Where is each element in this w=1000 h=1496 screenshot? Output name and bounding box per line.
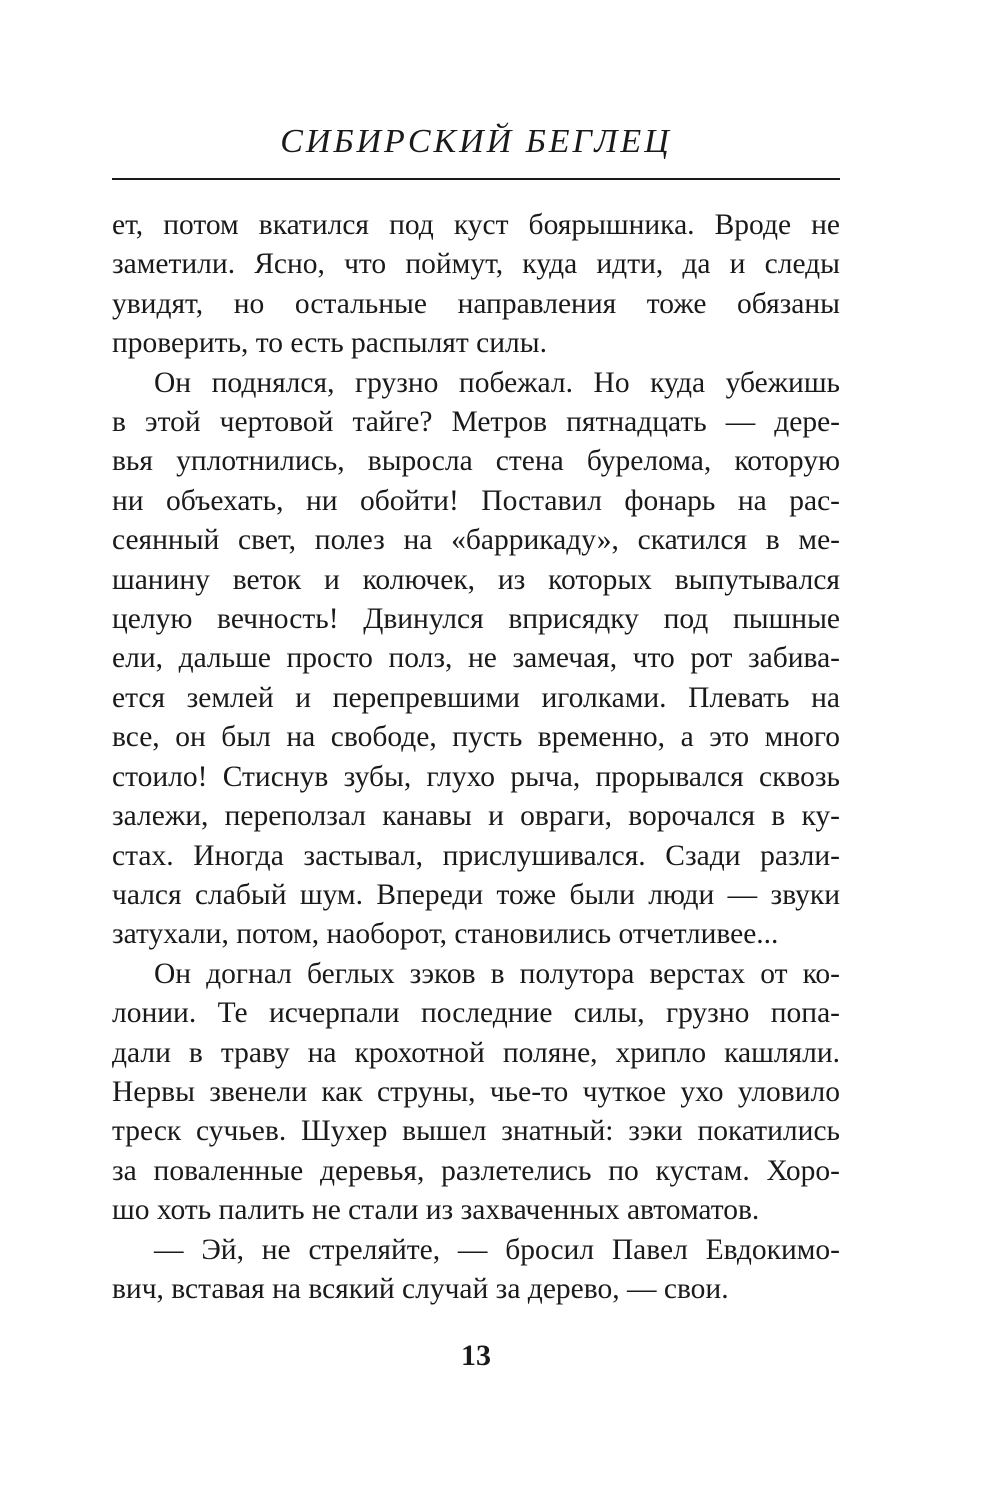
paragraph-3 (112, 955, 840, 1231)
text-line: шанину веток и колючек, из которых выпутывался (112, 563, 840, 596)
text-line: — Эй, не стреляйте, — бросил Павел Евдокимо- (154, 1233, 840, 1266)
text-line: увидят, но остальные направления тоже обязаны (112, 287, 840, 320)
text-line: проверить, то есть распылят силы. (112, 327, 547, 360)
text-line: ется землей и перепревшими иголками. Плевать на (112, 681, 840, 714)
text-line: Он догнал беглых зэков в полутора верстах от ко- (154, 957, 840, 990)
running-title: СИБИРСКИЙ БЕГЛЕЦ (280, 123, 672, 160)
text-line: лонии. Те исчерпали последние силы, грузно попа- (112, 997, 840, 1030)
paragraph-1 (112, 206, 840, 364)
paragraph-4 (112, 1231, 840, 1310)
text-line: сеянный свет, полез на «баррикаду», скатился в ме- (112, 524, 840, 557)
text-line: все, он был на свободе, пусть временно, а это много (112, 721, 840, 754)
text-line: стах. Иногда застывал, прислушивался. Сзади разли- (112, 839, 840, 872)
text-line: затухали, потом, наоборот, становились отчетливее... (112, 918, 779, 951)
text-line: стоило! Стиснув зубы, глухо рыча, прорывался сквозь (112, 760, 840, 793)
text-line: за поваленные деревья, разлетелись по кустам. Хоро- (112, 1154, 840, 1187)
text-line: треск сучьев. Шухер вышел знатный: зэки покатились (112, 1115, 840, 1148)
page-number: 13 (461, 1339, 491, 1372)
text-line: заметили. Ясно, что поймут, куда идти, да и следы (112, 248, 840, 281)
header-rule (112, 178, 840, 180)
text-line: в этой чертовой тайге? Метров пятнадцать — дере- (112, 406, 840, 439)
text-line: ни объехать, ни обойти! Поставил фонарь на рас- (112, 484, 840, 517)
text-line: Нервы звенели как струны, чье-то чуткое ухо уловило (112, 1075, 840, 1108)
text-line: ет, потом вкатился под куст боярышника. Вроде не (112, 209, 840, 241)
text-line: чался слабый шум. Впереди тоже были люди — звуки (112, 878, 840, 911)
text-line: вич, вставая на всякий случай за дерево, — свои. (112, 1272, 729, 1305)
text-line: дали в траву на крохотной поляне, хрипло кашляли. (112, 1036, 840, 1069)
text-line: Он поднялся, грузно побежал. Но куда убежишь (154, 366, 840, 399)
text-line: залежи, переползал канавы и овраги, ворочался в ку- (112, 800, 840, 833)
text-line: вья уплотнились, выросла стена бурелома, которую (112, 445, 840, 478)
paragraph-2 (112, 364, 840, 955)
text-line: целую вечность! Двинулся вприсядку под пышные (112, 603, 840, 636)
text-line: шо хоть палить не стали из захваченных автоматов. (112, 1194, 760, 1227)
body-text (112, 206, 840, 1309)
text-line: ели, дальше просто полз, не замечая, что рот забива- (112, 642, 840, 675)
